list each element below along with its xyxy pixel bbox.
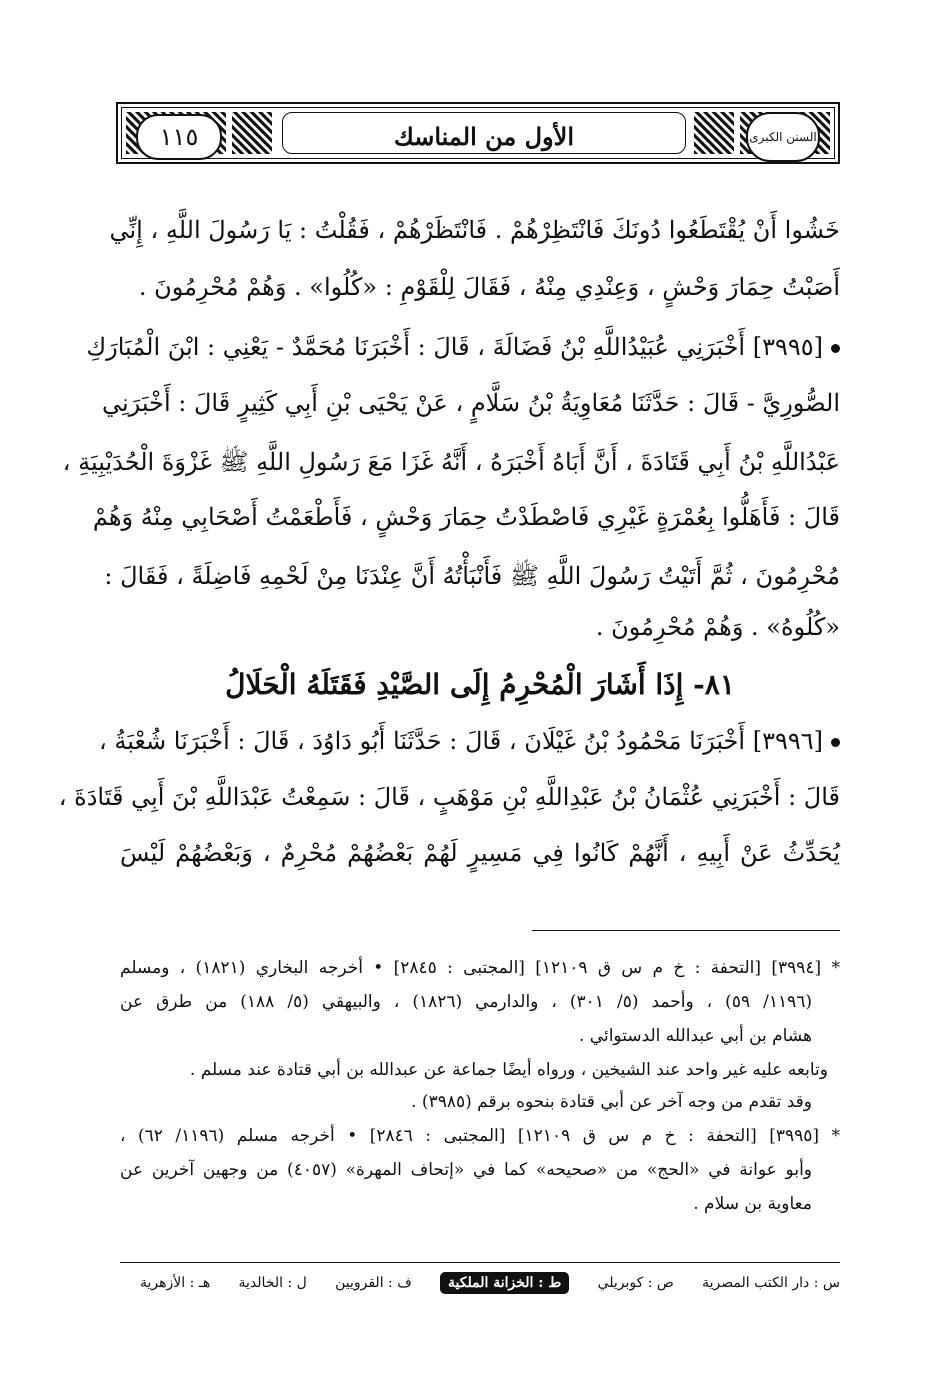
footnote-divider — [532, 930, 840, 931]
footnote-line: * [٣٩٩٤] [التحفة : خ م س ق ١٢١٠٩] [المجتبى : ٢٨٤٥] • أخرجه البخاري (١٨٢١) ، ومسلم — [120, 958, 840, 978]
hadith-line: الصُّورِيَّ - قَالَ : حَدَّثَنَا مُعَاوِيَةُ بْنُ سَلَّامٍ ، عَنْ يَحْيَى بْنِ أَبِي كَثِيرٍ قَالَ : أَخْبَرَنِي — [101, 389, 840, 417]
chapter-heading: ٨١- إِذَا أَشَارَ الْمُحْرِمُ إِلَى الصَّيْدِ فَقَتَلَهُ الْحَلَالُ — [225, 668, 735, 701]
hadith-line: [٣٩٩٥] أَخْبَرَنِي عُبَيْدُاللَّهِ بْنُ فَضَالَةَ ، قَالَ : أَخْبَرَنَا مُحَمَّدٌ - يَعْنِي : ابْنَ الْمُبَارَكِ — [120, 333, 840, 361]
page-number: ١١٥ — [136, 114, 222, 160]
hadith-line: مُحْرِمُونَ ، ثُمَّ أَتَيْتُ رَسُولَ اللَّهِ ﷺ فَأَنْبَأْتُهُ أَنَّ عِنْدَنَا مِنْ لَحْمِهِ فَاضِلَةً ، فَقَالَ : — [104, 562, 840, 590]
footnote-line: معاوية بن سلام . — [693, 1194, 812, 1214]
running-title: الأول من المناسك — [282, 112, 686, 154]
key-item-highlighted: ط : الخزانة الملكية — [440, 1272, 569, 1294]
footnote-line: وقد تقدم من وجه آخر عن أبي قتادة بنحوه برقم (٣٩٨٥) . — [411, 1092, 812, 1112]
key-item: ل : الخالدية — [238, 1275, 307, 1291]
hadith-line: عَبْدُاللَّهِ بْنُ أَبِي قَتَادَةَ ، أَنَّ أَبَاهُ أَخْبَرَهُ ، أَنَّهُ غَزَا مَعَ رَسُولِ اللَّهِ ﷺ غَزْوَةَ الْحُدَيْبِيَةِ ، — [62, 448, 840, 476]
key-item: هـ : الأزهرية — [140, 1275, 211, 1291]
book-seal-logo: السنن الكبرى — [746, 112, 820, 162]
key-item: ص : كوبريلي — [597, 1275, 674, 1291]
footnote-line: وأبو عوانة في «الحج» من «صحيحه» كما في «إتحاف المهرة» (٤٠٥٧) من وجهين آخرين عن — [120, 1160, 812, 1180]
bullet-icon — [831, 738, 840, 747]
hadith-line: [٣٩٩٦] أَخْبَرَنَا مَحْمُودُ بْنُ غَيْلَانَ ، قَالَ : حَدَّثَنَا أَبُو دَاوُدَ ، قَالَ : أَخْبَرَنَا شُعْبَةُ ، — [120, 727, 840, 755]
key-item: ف : القرويين — [335, 1275, 412, 1291]
hadith-line: قَالَ : أَخْبَرَنِي عُثْمَانُ بْنُ عَبْدِاللَّهِ بْنِ مَوْهَبٍ ، قَالَ : سَمِعْتُ عَبْدَاللَّهِ بْنَ أَبِي قَتَادَةَ ، — [58, 783, 840, 811]
manuscript-key — [140, 1272, 840, 1294]
ornament — [232, 112, 272, 154]
key-item: س : دار الكتب المصرية — [702, 1275, 840, 1291]
body-line: خَشُوا أَنْ يُقْتَطَعُوا دُونَكَ فَانْتَظِرْهُمْ . فَانْتَظَرْهُمْ ، فَقُلْتُ : يَا رَسُولَ اللَّهِ ، إِنِّي — [109, 216, 840, 244]
page-header — [116, 102, 840, 164]
body-line: أَصَبْتُ حِمَارَ وَحْشٍ ، وَعِنْدِي مِنْهُ ، فَقَالَ لِلْقَوْمِ : «كُلُوا» . وَهُمْ مُحْرِمُونَ . — [138, 273, 840, 301]
footer-divider — [120, 1262, 840, 1263]
header-frame — [121, 107, 835, 159]
hadith-line: يُحَدِّثُ عَنْ أَبِيهِ ، أَنَّهُمْ كَانُوا فِي مَسِيرٍ لَهُمْ بَعْضُهُمْ مُحْرِمٌ ، وَبَعْضُهُمْ لَيْسَ — [120, 839, 840, 867]
hadith-line: «كُلُوهُ» . وَهُمْ مُحْرِمُونَ . — [595, 613, 840, 641]
footnote-line: (١١٩٦/ ٥٩) ، وأحمد (٥/ ٣٠١) ، والدارمي (١٨٢٦) ، والبيهقي (٥/ ١٨٨) من طرق عن — [120, 992, 812, 1012]
footnote-line: * [٣٩٩٥] [التحفة : خ م س ق ١٢١٠٩] [المجتبى : ٢٨٤٦] • أخرجه مسلم (١١٩٦/ ٦٢) ، — [120, 1126, 841, 1146]
footnote-line: هشام بن أبي عبدالله الدستوائي . — [578, 1026, 812, 1046]
bullet-icon — [831, 344, 840, 353]
footnote-line: وتابعه عليه غير واحد عند الشيخين ، ورواه أيضًا جماعة عن عبدالله بن أبي قتادة عند مسلم . — [189, 1060, 828, 1080]
hadith-line: قَالَ : فَأَهَلُّوا بِعُمْرَةٍ غَيْرِي فَاصْطَدْتُ حِمَارَ وَحْشٍ ، فَأَطْعَمْتُ أَصْحَابِي مِنْهُ وَهُمْ — [92, 503, 840, 531]
ornament — [694, 112, 734, 154]
